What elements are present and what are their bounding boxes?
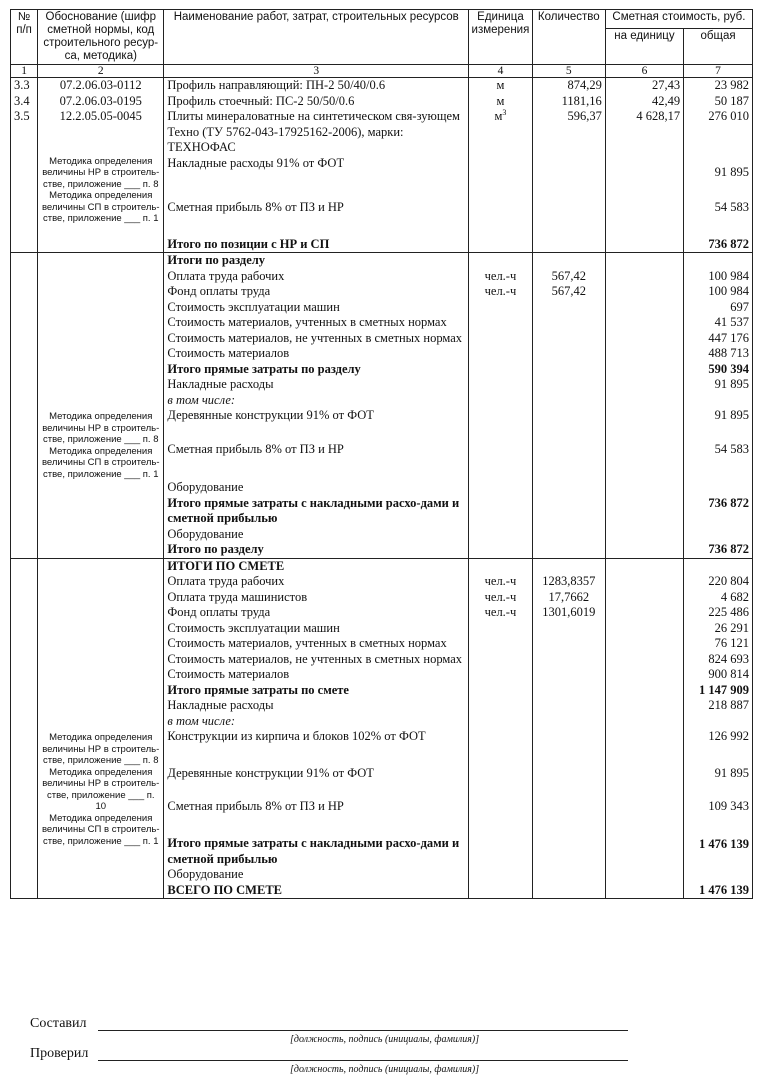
row-total: 225 486 — [684, 605, 753, 621]
row-total: 100 984 — [684, 284, 753, 300]
row-name: Стоимость материалов, не учтенных в сметных нормах — [164, 652, 469, 668]
row-name: Оборудование — [164, 527, 469, 543]
note-hr: Методика определения величины НР в строитель-стве, приложение ___ п. 8 — [42, 155, 160, 190]
table-row — [11, 605, 753, 621]
table-header — [11, 10, 753, 78]
colnum: 2 — [38, 65, 164, 78]
estimate-totals — [11, 558, 753, 899]
basis-notes — [38, 156, 164, 231]
row-total: 76 121 — [684, 636, 753, 652]
row-name: Деревянные конструкции 91% от ФОТ — [164, 408, 469, 442]
row-code: 07.2.06.03-0195 — [38, 94, 164, 110]
row-code: 12.2.05.05-0045 — [38, 109, 164, 156]
table-row — [11, 867, 753, 883]
section-totals — [11, 253, 753, 559]
row-qty: 874,29 — [532, 78, 605, 94]
table-row — [11, 683, 753, 699]
row-name: Профиль направляющий: ПН-2 50/40/0.6 — [164, 78, 469, 94]
row-total: 697 — [684, 300, 753, 316]
signature-compiled — [30, 1016, 480, 1045]
table-row — [11, 883, 753, 899]
row-total: 91 895 — [684, 408, 753, 442]
row-num: 3.4 — [11, 94, 38, 110]
row-qty: 567,42 — [532, 284, 605, 300]
table-row — [11, 667, 753, 683]
row-name: Накладные расходы — [164, 698, 469, 714]
basis-notes — [38, 729, 164, 867]
colnum: 7 — [684, 65, 753, 78]
section-items — [11, 78, 753, 253]
table-row — [11, 408, 753, 442]
row-name: Стоимость материалов, не учтенных в сметных нормах — [164, 331, 469, 347]
table-row — [11, 496, 753, 527]
row-total: 23 982 — [684, 78, 753, 94]
table-row — [11, 574, 753, 590]
row-name: Итого прямые затраты с накладными расхо-дами и сметной прибылью — [164, 496, 469, 527]
row-name: Итого по позиции с НР и СП — [164, 231, 469, 253]
row-total: 54 583 — [684, 198, 753, 231]
row-total: 447 176 — [684, 331, 753, 347]
table-row — [11, 714, 753, 730]
table-row — [11, 156, 753, 198]
header-name: Наименование работ, затрат, строительных ресурсов — [164, 10, 469, 65]
signature-line — [98, 1030, 628, 1031]
table-row — [11, 542, 753, 558]
table-row — [11, 253, 753, 269]
row-price: 4 628,17 — [605, 109, 683, 156]
row-name: Стоимость эксплуатации машин — [164, 621, 469, 637]
row-unit: чел.-ч — [469, 269, 533, 285]
row-unit: чел.-ч — [469, 590, 533, 606]
row-unit: м — [469, 78, 533, 94]
row-name: в том числе: — [164, 393, 469, 409]
table-row — [11, 480, 753, 496]
note-sp: Методика определения величины СП в строитель-стве, приложение ___ п. 1 — [41, 445, 160, 480]
table-row — [11, 346, 753, 362]
row-total: 26 291 — [684, 621, 753, 637]
table-row — [11, 558, 753, 574]
colnum: 3 — [164, 65, 469, 78]
row-name: Итого прямые затраты по разделу — [164, 362, 469, 378]
estimate-sheet — [10, 9, 753, 899]
row-name: Накладные расходы 91% от ФОТ — [164, 156, 469, 198]
row-name: Фонд оплаты труда — [164, 605, 469, 621]
row-name: Оплата труда рабочих — [164, 574, 469, 590]
signature-label: Проверил — [30, 1046, 89, 1061]
row-name: Сметная прибыль 8% от ПЗ и НР — [164, 799, 469, 833]
table-row — [11, 300, 753, 316]
table-row — [11, 284, 753, 300]
table-row — [11, 527, 753, 543]
table-row — [11, 94, 753, 110]
signature-caption: [должность, подпись (инициалы, фамилия)] — [290, 1034, 480, 1045]
row-name: Профиль стоечный: ПС-2 50/50/0.6 — [164, 94, 469, 110]
row-name: Стоимость материалов — [164, 346, 469, 362]
header-qty: Количество — [532, 10, 605, 65]
row-total: 220 804 — [684, 574, 753, 590]
row-name: в том числе: — [164, 714, 469, 730]
table-row — [11, 377, 753, 393]
table-row — [11, 636, 753, 652]
row-qty: 17,7662 — [532, 590, 605, 606]
row-total: 109 343 — [684, 799, 753, 833]
row-total: 100 984 — [684, 269, 753, 285]
note-sp: Методика определения величины СП в строитель-стве, приложение ___ п. 1 — [41, 812, 160, 847]
row-total: 126 992 — [684, 729, 753, 763]
row-total: 50 187 — [684, 94, 753, 110]
row-name: Стоимость материалов, учтенных в сметных нормах — [164, 315, 469, 331]
signature-checked — [30, 1046, 480, 1075]
colnum: 1 — [11, 65, 38, 78]
table-row — [11, 269, 753, 285]
row-total: 218 887 — [684, 698, 753, 714]
signature-line — [98, 1060, 628, 1061]
row-total: 824 693 — [684, 652, 753, 668]
row-num: 3.5 — [11, 109, 38, 156]
note-hr: Методика определения величины НР в строитель-стве, приложение ___ п. 8 — [42, 411, 160, 445]
row-name: Конструкции из кирпича и блоков 102% от ФОТ — [164, 729, 469, 763]
row-name: Плиты минераловатные на синтетическом свя-зующем Техно (ТУ 5762-043-17925162-2006), марки: ТЕХНОФАС — [164, 109, 469, 156]
table-row — [11, 315, 753, 331]
row-code: 07.2.06.03-0112 — [38, 78, 164, 94]
row-name: Сметная прибыль 8% от ПЗ и НР — [164, 442, 469, 480]
colnum: 4 — [469, 65, 533, 78]
table-row — [11, 109, 753, 156]
header-unit-price: на единицу — [605, 29, 683, 65]
row-name: Итого прямые затраты с накладными расхо-дами и сметной прибылью — [164, 833, 469, 867]
row-name: ВСЕГО ПО СМЕТЕ — [164, 883, 469, 899]
header-cost-group: Сметная стоимость, руб. — [605, 10, 752, 29]
row-name: Оборудование — [164, 867, 469, 883]
table-row — [11, 362, 753, 378]
row-qty: 1301,6019 — [532, 605, 605, 621]
table-row — [11, 621, 753, 637]
table-row — [11, 590, 753, 606]
row-total: 1 476 139 — [684, 833, 753, 867]
row-total: 1 147 909 — [684, 683, 753, 699]
row-name: Стоимость материалов, учтенных в сметных нормах — [164, 636, 469, 652]
row-total: 41 537 — [684, 315, 753, 331]
colnum: 6 — [605, 65, 683, 78]
row-unit: чел.-ч — [469, 284, 533, 300]
note-hr: Методика определения величины НР в строитель-стве, приложение ___ п. 8 — [42, 732, 160, 766]
row-total: 900 814 — [684, 667, 753, 683]
section-title: Итоги по разделу — [164, 253, 469, 269]
row-total: 91 895 — [684, 763, 753, 799]
row-price: 27,43 — [605, 78, 683, 94]
row-total: 736 872 — [684, 496, 753, 527]
row-price: 42,49 — [605, 94, 683, 110]
table-row — [11, 78, 753, 94]
row-total: 54 583 — [684, 442, 753, 480]
signature-label: Составил — [30, 1016, 87, 1031]
row-total: 1 476 139 — [684, 883, 753, 899]
row-total: 736 872 — [684, 542, 753, 558]
row-name: Накладные расходы — [164, 377, 469, 393]
row-total: 590 394 — [684, 362, 753, 378]
row-qty: 1181,16 — [532, 94, 605, 110]
row-name: Оборудование — [164, 480, 469, 496]
colnum: 5 — [532, 65, 605, 78]
row-name: Сметная прибыль 8% от ПЗ и НР — [164, 198, 469, 231]
row-name: Стоимость эксплуатации машин — [164, 300, 469, 316]
row-total: 4 682 — [684, 590, 753, 606]
row-qty: 596,37 — [532, 109, 605, 156]
table-row — [11, 231, 753, 253]
row-name: Оплата труда машинистов — [164, 590, 469, 606]
row-name: Итого по разделу — [164, 542, 469, 558]
header-basis: Обоснование (шифр сметной нормы, код строительного ресур-са, методика) — [38, 10, 164, 65]
table-row — [11, 652, 753, 668]
header-num: № п/п — [11, 10, 38, 65]
row-name: Стоимость материалов — [164, 667, 469, 683]
estimate-table — [10, 9, 753, 899]
row-name: Оплата труда рабочих — [164, 269, 469, 285]
note-hr: Методика определения величины НР в строитель-стве, приложение ___ п. 10 — [42, 766, 160, 812]
header-column-numbers — [11, 65, 753, 78]
row-unit — [469, 109, 533, 156]
row-total: 488 713 — [684, 346, 753, 362]
row-unit: м — [469, 94, 533, 110]
unit-sup: 3 — [502, 107, 507, 117]
row-total: 276 010 — [684, 109, 753, 156]
row-qty: 567,42 — [532, 269, 605, 285]
row-name: Деревянные конструкции 91% от ФОТ — [164, 763, 469, 799]
signature-caption: [должность, подпись (инициалы, фамилия)] — [290, 1064, 480, 1075]
header-unit: Единица измерения — [469, 10, 533, 65]
row-qty: 1283,8357 — [532, 574, 605, 590]
row-unit: чел.-ч — [469, 574, 533, 590]
row-name: Фонд оплаты труда — [164, 284, 469, 300]
table-row — [11, 698, 753, 714]
section-title: ИТОГИ ПО СМЕТЕ — [164, 558, 469, 574]
row-unit: чел.-ч — [469, 605, 533, 621]
table-row — [11, 331, 753, 347]
row-total: 736 872 — [684, 231, 753, 253]
header-total: общая — [684, 29, 753, 65]
row-name: Итого прямые затраты по смете — [164, 683, 469, 699]
table-row — [11, 729, 753, 763]
unit-text: м — [494, 109, 503, 123]
note-sp: Методика определения величины СП в строитель-стве, приложение ___ п. 1 — [41, 190, 160, 224]
row-total: 91 895 — [684, 377, 753, 393]
basis-notes — [38, 408, 164, 480]
row-num: 3.3 — [11, 78, 38, 94]
row-total: 91 895 — [684, 156, 753, 198]
table-row — [11, 393, 753, 409]
